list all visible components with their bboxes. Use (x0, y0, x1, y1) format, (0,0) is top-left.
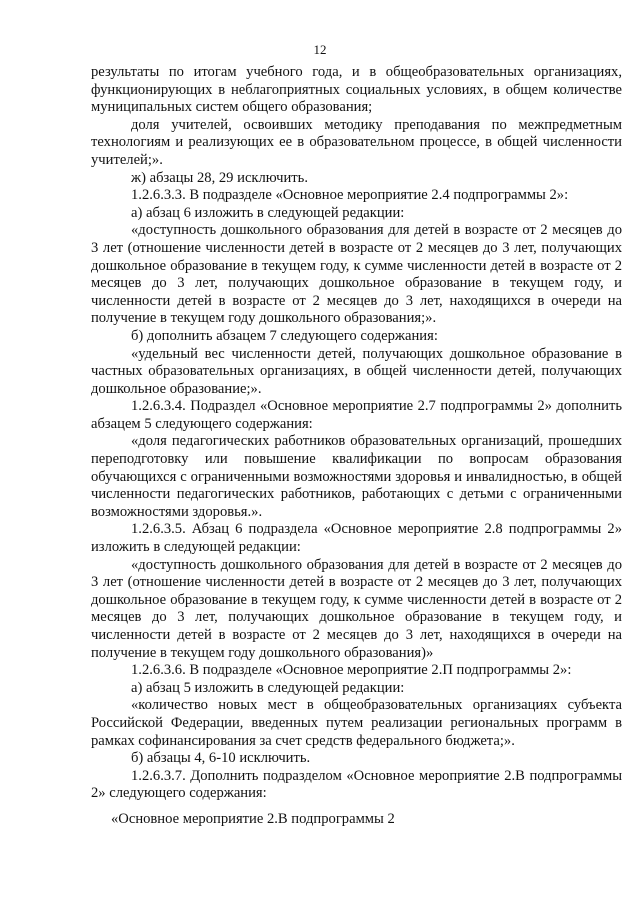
paragraph: «доступность дошкольного образования для детей в возрасте от 2 месяцев до 3 лет (отношение численности детей в возрасте от 2 месяцев до 3 лет, получающих дошкольное образование в текущем году, к сумме численности детей в возрасте от 2 месяцев до 3 лет, получающих дошкольное образование в текущем году, и численности детей в возрасте от 2 месяцев до 3 лет, находящихся в очереди на получение в текущем году дошкольного образования)» (91, 556, 622, 661)
paragraph: б) дополнить абзацем 7 следующего содержания: (131, 327, 438, 344)
paragraph: результаты по итогам учебного года, и в общеобразовательных организациях, функционирующих в неблагоприятных социальных условиях, в общем количестве муниципальных систем общего образования; (91, 64, 622, 116)
paragraph: 1.2.6.3.7. Дополнить подразделом «Основное мероприятие 2.В подпрограммы 2» следующего содержания: (91, 767, 622, 802)
section-subheading: «Основное мероприятие 2.В подпрограммы 2 (111, 810, 395, 827)
paragraph: «доля педагогических работников образовательных организаций, прошедших переподготовку или повышение квалификации по вопросам образования обучающихся с ограниченными возможностями здоровья и инвалидностью, в общей численности педагогических работников, работающих с детьми с ограниченными возможностями здоровья.». (91, 433, 622, 520)
page-number: 12 (313, 42, 327, 57)
paragraph: «доступность дошкольного образования для детей в возрасте от 2 месяцев до 3 лет (отношение численности детей в возрасте от 2 месяцев до 3 лет, получающих дошкольное образование в текущем году, к сумме численности детей в возрасте от 2 месяцев до 3 лет, получающих дошкольное образование в текущем году, и численности детей в возрасте от 2 месяцев до 3 лет, находящихся в очереди на получение в текущем году дошкольного образования;». (91, 222, 622, 327)
paragraph: доля учителей, освоивших методику преподавания по межпредметным технологиям и реализующих ее в образовательном процессе, в общей численности учителей;». (91, 116, 622, 168)
paragraph: ж) абзацы 28, 29 исключить. (131, 169, 308, 186)
paragraph: 1.2.6.3.4. Подраздел «Основное мероприятие 2.7 подпрограммы 2» дополнить абзацем 5 следующего содержания: (91, 398, 622, 432)
paragraph: «количество новых мест в общеобразовательных организациях субъекта Российской Федерации, введенных путем реализации региональных программ в рамках софинансирования за счет средств федерального бюджета;». (91, 697, 622, 749)
paragraph: б) абзацы 4, 6-10 исключить. (131, 750, 311, 767)
paragraph: 1.2.6.3.5. Абзац 6 подраздела «Основное мероприятие 2.8 подпрограммы 2» изложить в следующей редакции: (91, 521, 622, 556)
paragraph: 1.2.6.3.3. В подразделе «Основное мероприятие 2.4 подпрограммы 2»: (131, 187, 569, 204)
paragraph: а) абзац 6 изложить в следующей редакции: (131, 204, 405, 221)
paragraph: «удельный вес численности детей, получающих дошкольное образование в частных образовательных организациях, в общей численности детей, получающих дошкольное образование;». (91, 345, 622, 397)
paragraph: 1.2.6.3.6. В подразделе «Основное мероприятие 2.П подпрограммы 2»: (131, 662, 572, 679)
paragraph: а) абзац 5 изложить в следующей редакции: (131, 679, 405, 696)
document-body (91, 64, 622, 829)
